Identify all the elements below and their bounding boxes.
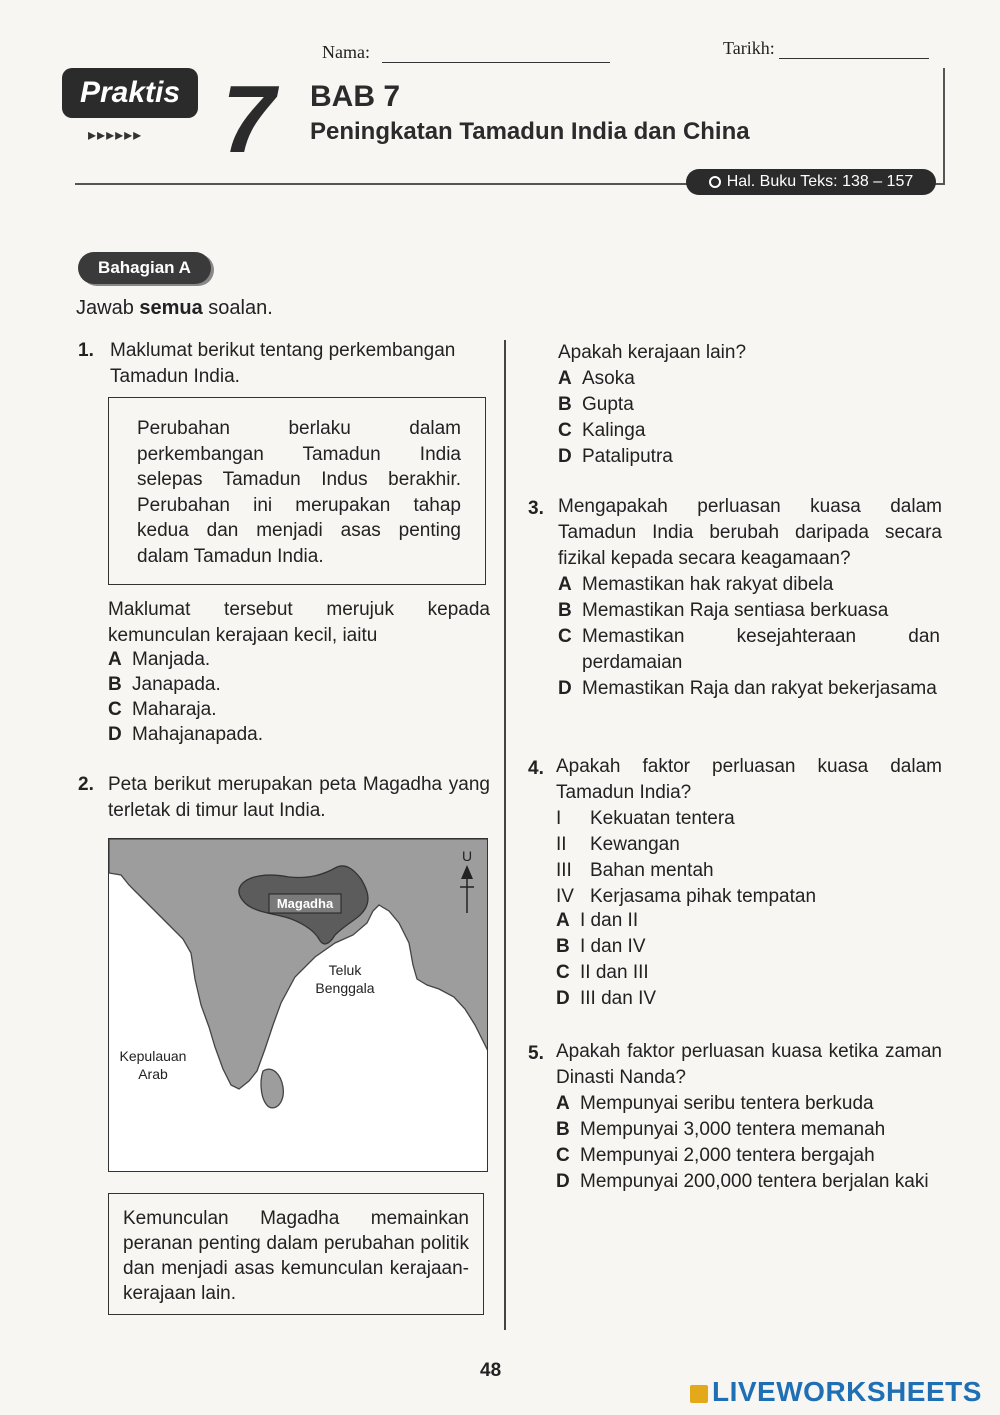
roman-item-4: IV Kerjasama pihak tempatan xyxy=(556,886,817,907)
liveworksheets-text: LIVEWORKSHEETS xyxy=(712,1376,982,1407)
question-number: 4. xyxy=(528,758,544,779)
option-d[interactable]: D Mempunyai 200,000 tentera berjalan kaki xyxy=(556,1171,929,1192)
instructions xyxy=(76,297,273,320)
page-number: 48 xyxy=(480,1360,502,1381)
magadha-info-box: Kemunculan Magadha memainkan peranan penting dalam perubahan politik dan menjadi asas kemunculan kerajaan-kerajaan lain. xyxy=(108,1193,484,1315)
option-a[interactable]: A Asoka xyxy=(558,368,635,389)
chapter-title: Peningkatan Tamadun India dan China xyxy=(310,118,750,145)
roman-item-2: II Kewangan xyxy=(556,834,680,855)
roman-item-1: I Kekuatan tentera xyxy=(556,808,735,829)
option-a[interactable]: A Memastikan hak rakyat dibela xyxy=(558,574,834,595)
question-4 xyxy=(528,754,942,806)
date-label: Tarikh: xyxy=(723,38,775,58)
name-field xyxy=(322,42,610,63)
option-a[interactable]: A Mempunyai seribu tentera berkuda xyxy=(556,1093,874,1114)
name-input-line[interactable] xyxy=(382,62,610,63)
option-b[interactable]: B I dan IV xyxy=(556,936,646,957)
option-c[interactable]: C Memastikan kesejahteraan dan perdamaian xyxy=(558,626,940,673)
question-stem: Maklumat berikut tentang perkembangan Tamadun India. xyxy=(110,340,456,387)
name-label: Nama: xyxy=(322,42,370,62)
column-divider xyxy=(504,340,506,1330)
roman-item-3: III Bahan mentah xyxy=(556,860,714,881)
option-b[interactable]: B Memastikan Raja sentiasa berkuasa xyxy=(558,600,889,621)
praktis-badge: Praktis xyxy=(62,68,198,118)
option-a[interactable]: A I dan II xyxy=(556,910,639,931)
sri-lanka-shape xyxy=(261,1069,283,1108)
north-label: U xyxy=(461,848,473,864)
question-1 xyxy=(78,338,490,390)
chapter-number: 7 xyxy=(222,66,276,173)
textbook-pages-text: Hal. Buku Teks: 138 – 157 xyxy=(726,173,914,190)
date-field xyxy=(723,38,929,59)
section-badge: Bahagian A xyxy=(78,252,211,284)
textbook-pages-pill xyxy=(686,169,936,195)
info-box: Perubahan berlaku dalam perkembangan Tamadun India selepas Tamadun Indus berakhir. Perubahan ini merupakan tahap kedua dan menjadi asas penting dalam Tamadun India. xyxy=(108,397,486,585)
option-c[interactable]: C II dan III xyxy=(556,962,649,983)
option-b[interactable]: B Mempunyai 3,000 tentera memanah xyxy=(556,1119,886,1140)
arabian-sea-label-1: Kepulauan xyxy=(119,1048,187,1064)
option-d[interactable]: D III dan IV xyxy=(556,988,657,1009)
circle-icon xyxy=(709,176,721,188)
option-c[interactable]: C Kalinga xyxy=(558,420,646,441)
question-stem: Peta berikut merupakan peta Magadha yang terletak di timur laut India. xyxy=(108,774,490,821)
question-3 xyxy=(528,494,942,572)
question-number: 1. xyxy=(78,340,94,361)
instruction-text-end: soalan. xyxy=(202,297,273,319)
arrows-decoration: ▸▸▸▸▸▸ xyxy=(88,127,143,144)
question-number: 5. xyxy=(528,1043,544,1064)
option-c[interactable]: C Maharaja. xyxy=(108,699,217,720)
question-number: 3. xyxy=(528,498,544,519)
question-stem: Apakah faktor perluasan kuasa dalam Tamadun India? xyxy=(556,756,942,803)
liveworksheets-icon xyxy=(690,1385,708,1403)
question-followup: Maklumat tersebut merujuk kepada kemunculan kerajaan kecil, iaitu xyxy=(108,599,490,646)
magadha-map xyxy=(108,838,488,1172)
question-2-prompt: Apakah kerajaan lain? xyxy=(558,342,747,363)
option-d[interactable]: D Mahajanapada. xyxy=(108,724,263,745)
question-stem: Mengapakah perluasan kuasa dalam Tamadun India berubah daripada secara fizikal kepada secara keagamaan? xyxy=(558,496,942,569)
option-a[interactable]: A Manjada. xyxy=(108,649,211,670)
option-c[interactable]: C Mempunyai 2,000 tentera bergajah xyxy=(556,1145,875,1166)
bay-of-bengal-label-2: Benggala xyxy=(315,980,375,996)
question-5 xyxy=(528,1039,942,1091)
arabian-sea-label-2: Arab xyxy=(138,1066,168,1082)
option-d[interactable]: D Pataliputra xyxy=(558,446,673,467)
option-b[interactable]: B Janapada. xyxy=(108,674,221,695)
bay-of-bengal-label-1: Teluk xyxy=(328,962,362,978)
question-2 xyxy=(78,772,490,824)
option-d[interactable]: D Memastikan Raja dan rakyat bekerjasama xyxy=(558,678,937,699)
magadha-label: Magadha xyxy=(276,896,334,911)
instruction-text: Jawab xyxy=(76,297,140,319)
option-b[interactable]: B Gupta xyxy=(558,394,634,415)
india-map-svg xyxy=(109,839,488,1172)
question-stem: Apakah faktor perluasan kuasa ketika zaman Dinasti Nanda? xyxy=(556,1041,942,1088)
bab-title: BAB 7 xyxy=(310,80,401,113)
question-number: 2. xyxy=(78,774,94,795)
instruction-bold: semua xyxy=(139,297,203,319)
liveworksheets-logo[interactable] xyxy=(690,1376,982,1408)
date-input-line[interactable] xyxy=(779,58,929,59)
